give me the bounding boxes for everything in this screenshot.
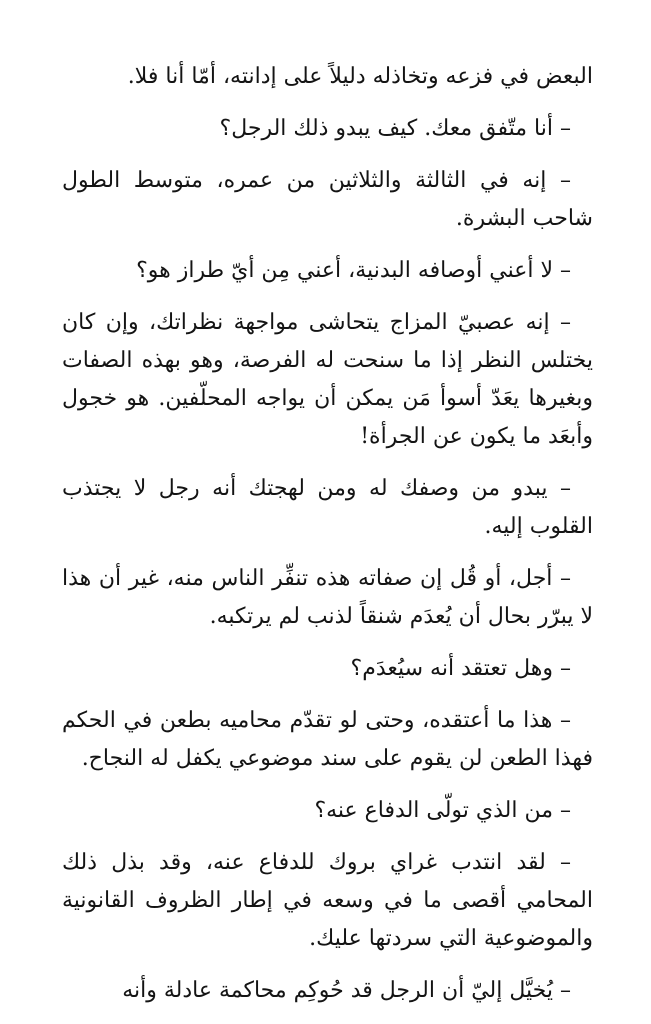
dialogue-paragraph: – إنه في الثالثة والثلاثين من عمره، متوسط الطول شاحب البشرة. [62, 168, 593, 231]
dialogue-paragraph: – لقد انتدب غراي بروك للدفاع عنه، وقد بذل ذلك المحامي أقصى ما في وسعه في إطار الظروف القانونية والموضوعية التي سردتها عليك. [62, 850, 593, 951]
dialogue-paragraph: – يبدو من وصفك له ومن لهجتك أنه رجل لا يجتذب القلوب إليه. [62, 476, 593, 539]
dialogue-paragraph: – هذا ما أعتقده، وحتى لو تقدّم محاميه بطعن في الحكم فهذا الطعن لن يقوم على سند موضوعي يكفل له النجاح. [62, 708, 593, 771]
dialogue-paragraph: – وهل تعتقد أنه سيُعدَم؟ [350, 656, 571, 681]
dialogue-paragraph: – أجل، أو قُل إن صفاته هذه تنفِّر الناس منه، غير أن هذا لا يبرّر بحال أن يُعدَم شنقاً لذنب لم يرتكبه. [62, 566, 593, 629]
dialogue-paragraph: – أنا متّفق معك. كيف يبدو ذلك الرجل؟ [219, 116, 571, 141]
dialogue-paragraph: – من الذي تولّى الدفاع عنه؟ [314, 798, 571, 823]
paragraph-continuation: البعض في فزعه وتخاذله دليلاً على إدانته، أمّا أنا فلا. [127, 64, 593, 89]
dialogue-paragraph: – يُخيَّل إليّ أن الرجل قد حُوكِم محاكمة عادلة وأنه [122, 978, 571, 1003]
dialogue-paragraph: – لا أعني أوصافه البدنية، أعني مِن أيّ طراز هو؟ [136, 258, 571, 283]
dialogue-paragraph: – إنه عصبيّ المزاج يتحاشى مواجهة نظراتك، وإن كان يختلس النظر إذا ما سنحت له الفرصة، وهو بهذه الصفات وبغيرها يعَدّ أسوأ مَن يمكن أن يواجه المحلّفين. هو خجول وأبعَد ما يكون عن الجرأة! [62, 310, 593, 449]
book-page-text [62, 58, 593, 1024]
